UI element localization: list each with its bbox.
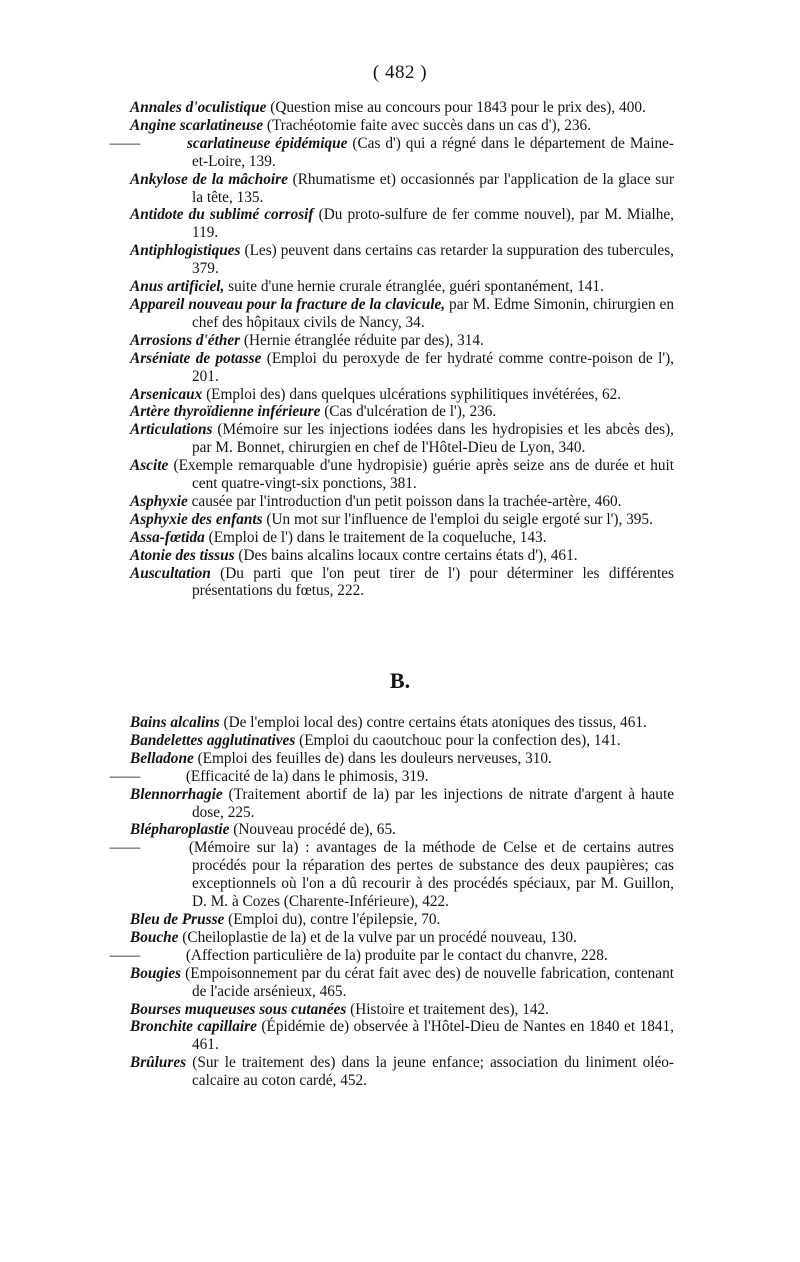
entry-text: (Trachéotomie faite avec succès dans un cas d'), 236. <box>263 116 592 134</box>
index-entry <box>130 278 674 296</box>
entry-text: (Traitement abortif de la) par les injections de nitrate d'argent à haute dose, 225. <box>192 785 674 821</box>
entry-text: (Emploi du), contre l'épilepsie, 70. <box>224 910 441 928</box>
index-entry <box>130 911 674 929</box>
entry-text: (Hernie étranglée réduite par des), 314. <box>240 331 484 349</box>
entry-text: (Emploi du caoutchouc pour la confection des), 141. <box>295 731 621 749</box>
entry-headword: Bleu de Prusse <box>130 910 225 928</box>
index-entry <box>130 296 674 332</box>
entry-text: (Exemple remarquable d'une hydropisie) guérie après seize ans de durée et huit cent quatre-vingt-six ponctions, 381. <box>168 457 674 493</box>
index-entry <box>109 946 674 965</box>
index-entry <box>130 732 674 750</box>
entry-headword: Bandelettes agglutinatives <box>130 731 296 749</box>
entry-text: (Question mise au concours pour 1843 pour le prix des), 400. <box>266 99 646 116</box>
entry-headword: Annales d'oculistique <box>130 99 267 116</box>
index-entry <box>109 839 674 911</box>
entry-text: suite d'une hernie crurale étranglée, guéri spontanément, 141. <box>224 278 604 296</box>
entry-text: (Épidémie de) observée à l'Hôtel-Dieu de Nantes en 1840 et 1841, 461. <box>192 1018 675 1054</box>
entry-text: (Affection particulière de la) produite par le contact du chanvre, 228. <box>185 946 608 964</box>
entry-text: (Cheiloplastie de la) et de la vulve par un procédé nouveau, 130. <box>178 928 577 946</box>
entry-headword: Bougies <box>130 964 181 982</box>
index-entry <box>130 750 674 768</box>
section-letter-heading: B. <box>389 668 411 693</box>
entry-text: (Les) peuvent dans certains cas retarder la suppuration des tubercules, 379. <box>192 242 674 278</box>
entry-headword: Atonie des tissus <box>130 546 235 564</box>
entry-text: (Mémoire sur les injections iodées dans les hydropisies et les abcès des), par M. Bonnet, chirurgien en chef de l'Hôtel-Dieu de Lyon, 340. <box>192 421 674 457</box>
entry-headword: Arséniate de potasse <box>130 349 262 367</box>
entry-headword: Asphyxie des enfants <box>130 510 263 528</box>
index-entry <box>109 134 675 171</box>
index-entry <box>130 117 674 135</box>
entry-headword: Asphyxie <box>130 492 188 510</box>
entry-headword: scarlatineuse épidémique <box>186 134 348 152</box>
entry-text: (Nouveau procédé de), 65. <box>229 821 396 839</box>
index-entry <box>130 1018 674 1054</box>
entry-headword: Bouche <box>130 928 179 946</box>
entry-text: (Efficacité de la) dans le phimosis, 319. <box>185 767 429 785</box>
page-number: ( 482 ) <box>372 62 428 83</box>
index-entry <box>130 1054 674 1090</box>
index-entry <box>130 511 674 529</box>
index-entry <box>130 929 674 947</box>
entry-text: (Emploi de l') dans le traitement de la coqueluche, 143. <box>204 528 547 546</box>
entry-text: (Emploi du peroxyde de fer hydraté comme contre-poison de l'), 201. <box>192 349 674 385</box>
entry-text: (Des bains alcalins locaux contre certains états d'), 461. <box>234 546 578 564</box>
entry-headword: Bronchite capillaire <box>130 1018 257 1036</box>
ditto-dash: —— <box>109 134 141 152</box>
index-entry <box>130 206 674 242</box>
index-entry <box>130 821 674 839</box>
entry-headword: Assa-fœtida <box>130 528 205 546</box>
entry-text: (Rhumatisme et) occasionnés par l'application de la glace sur la tête, 135. <box>192 170 674 206</box>
index-entry <box>130 965 674 1001</box>
entry-text: (Cas d') qui a régné dans le département de Maine-et-Loire, 139. <box>192 134 675 170</box>
entry-text: (Mémoire sur la) : avantages de la méthode de Celse et de certains autres procédés pour la réparation des pertes de substance des deux paupières; cas exceptionnels où l'on a dû recourir à des procédés spéciaux, par M. Guillon, D. M. à Cozes (Charente-Inférieure), 422. <box>188 839 674 911</box>
entry-headword: Arsenicaux <box>130 385 203 403</box>
entry-headword: Antidote du sublimé corrosif <box>130 206 314 224</box>
index-entry <box>130 171 674 207</box>
entry-text: (Emploi des) dans quelques ulcérations syphilitiques invétérées, 62. <box>202 385 622 403</box>
entry-text: (Histoire et traitement des), 142. <box>346 1000 549 1018</box>
index-entry <box>130 421 674 457</box>
entry-text: (Emploi des feuilles de) dans les douleurs nerveuses, 310. <box>193 749 552 767</box>
entry-headword: Artère thyroïdienne inférieure <box>130 403 321 421</box>
entry-text: (Empoisonnement par du cérat fait avec des) de nouvelle fabrication, contenant de l'acide arsénieux, 465. <box>181 964 674 1000</box>
entry-text: par M. Edme Simonin, chirurgien en chef des hôpitaux civils de Nancy, 34. <box>192 295 674 331</box>
index-entry <box>130 1001 674 1019</box>
entry-headword: Blépharoplastie <box>130 821 230 839</box>
entry-headword: Belladone <box>130 749 194 767</box>
index-entry <box>130 242 674 278</box>
ditto-dash: —— <box>109 946 141 964</box>
index-entry <box>130 403 674 421</box>
index-entry <box>130 547 674 565</box>
index-entry <box>130 714 674 732</box>
index-entry <box>130 99 674 117</box>
entry-text: (Cas d'ulcération de l'), 236. <box>320 403 497 421</box>
index-entry <box>130 493 674 511</box>
entry-headword: Bains alcalins <box>130 714 220 731</box>
entry-headword: Ankylose de la mâchoire <box>130 170 288 188</box>
index-entry <box>130 386 674 404</box>
entry-text: (Sur le traitement des) dans la jeune enfance; association du liniment oléo-calcaire au coton cardé, 452. <box>186 1054 674 1090</box>
entry-headword: Angine scarlatineuse <box>130 116 264 134</box>
entry-text: (Un mot sur l'influence de l'emploi du seigle ergoté sur l'), 395. <box>262 510 653 528</box>
entry-headword: Anus artificiel, <box>130 278 225 296</box>
ditto-dash: —— <box>109 767 141 785</box>
index-entry <box>109 767 674 786</box>
index-entry <box>130 565 674 601</box>
entry-text: causée par l'introduction d'un petit poisson dans la trachée-artère, 460. <box>187 492 622 510</box>
index-entry <box>130 332 674 350</box>
index-section-a <box>109 99 675 600</box>
entry-text: (Du proto-sulfure de fer comme nouvel), par M. Mialhe, 119. <box>192 206 674 242</box>
entry-headword: Auscultation <box>130 564 211 582</box>
entry-headword: Ascite <box>130 457 169 475</box>
entry-headword: Articulations <box>130 421 213 439</box>
index-entry <box>130 350 674 386</box>
index-entry <box>130 786 674 822</box>
index-entry <box>130 529 674 547</box>
entry-headword: Blennorrhagie <box>130 785 223 803</box>
entry-headword: Arrosions d'éther <box>130 331 241 349</box>
entry-text: (Du parti que l'on peut tirer de l') pour déterminer les différentes présentations du fœtus, 222. <box>192 564 674 600</box>
entry-headword: Brûlures <box>130 1054 187 1072</box>
ditto-dash: —— <box>109 839 141 857</box>
entry-headword: Bourses muqueuses sous cutanées <box>130 1000 347 1018</box>
index-section-b <box>109 714 675 1090</box>
entry-headword: Appareil nouveau pour la fracture de la clavicule, <box>130 295 446 313</box>
entry-headword: Antiphlogistiques <box>130 242 241 260</box>
entry-text: (De l'emploi local des) contre certains états atoniques des tissus, 461. <box>219 714 647 731</box>
index-entry <box>130 457 674 493</box>
